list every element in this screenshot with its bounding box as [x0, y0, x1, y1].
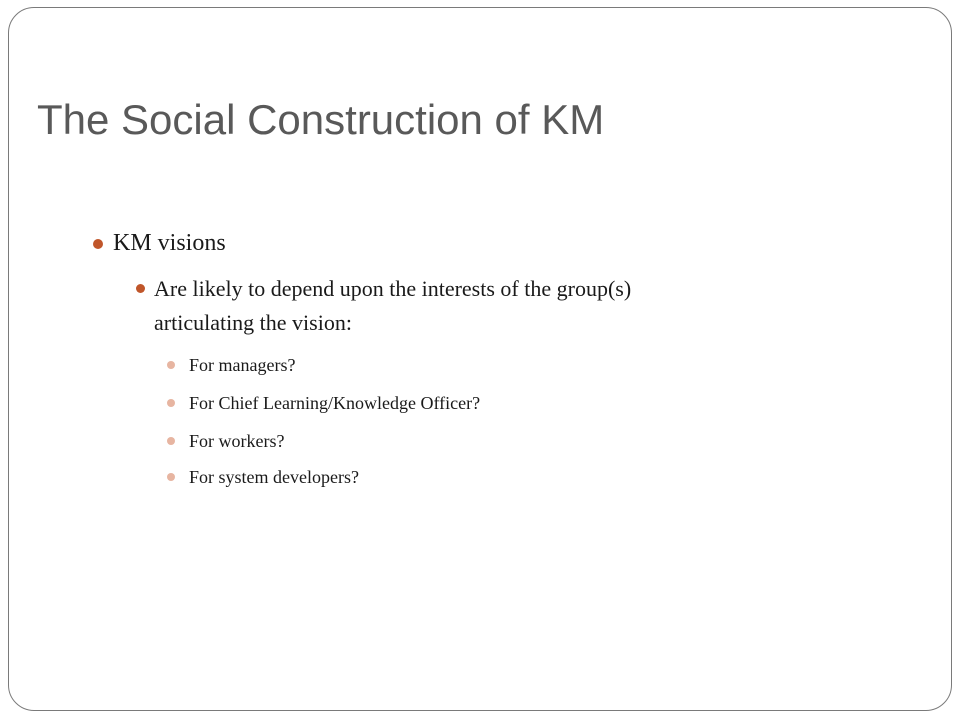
bullet-text: For Chief Learning/Knowledge Officer?: [189, 393, 481, 413]
sub-sub-bullet-workers: [189, 429, 284, 453]
bullet-dot-icon: [93, 239, 103, 249]
bullet-text: KM visions: [113, 230, 226, 256]
bullet-text: For system developers?: [189, 467, 359, 487]
sub-bullet-line-1: Are likely to depend upon the interests of the group(s): [154, 276, 632, 301]
slide-body: [9, 8, 951, 710]
bullet-dot-icon: [167, 399, 175, 407]
slide: [8, 7, 952, 711]
sub-bullet-item: [154, 272, 631, 340]
bullet-item-km-visions: [113, 227, 226, 259]
bullet-text: For workers?: [189, 431, 285, 451]
bullet-dot-icon: [167, 437, 175, 445]
bullet-dot-icon: [167, 473, 175, 481]
sub-sub-bullet-clo: [189, 391, 480, 415]
bullet-dot-icon: [167, 361, 175, 369]
sub-sub-bullet-managers: [189, 353, 295, 377]
bullet-dot-icon: [136, 284, 145, 293]
sub-bullet-line-2: articulating the vision:: [154, 310, 352, 335]
bullet-text: For managers?: [189, 355, 296, 375]
slide-title: The Social Construction of KM: [37, 96, 605, 143]
sub-sub-bullet-developers: [189, 465, 359, 489]
